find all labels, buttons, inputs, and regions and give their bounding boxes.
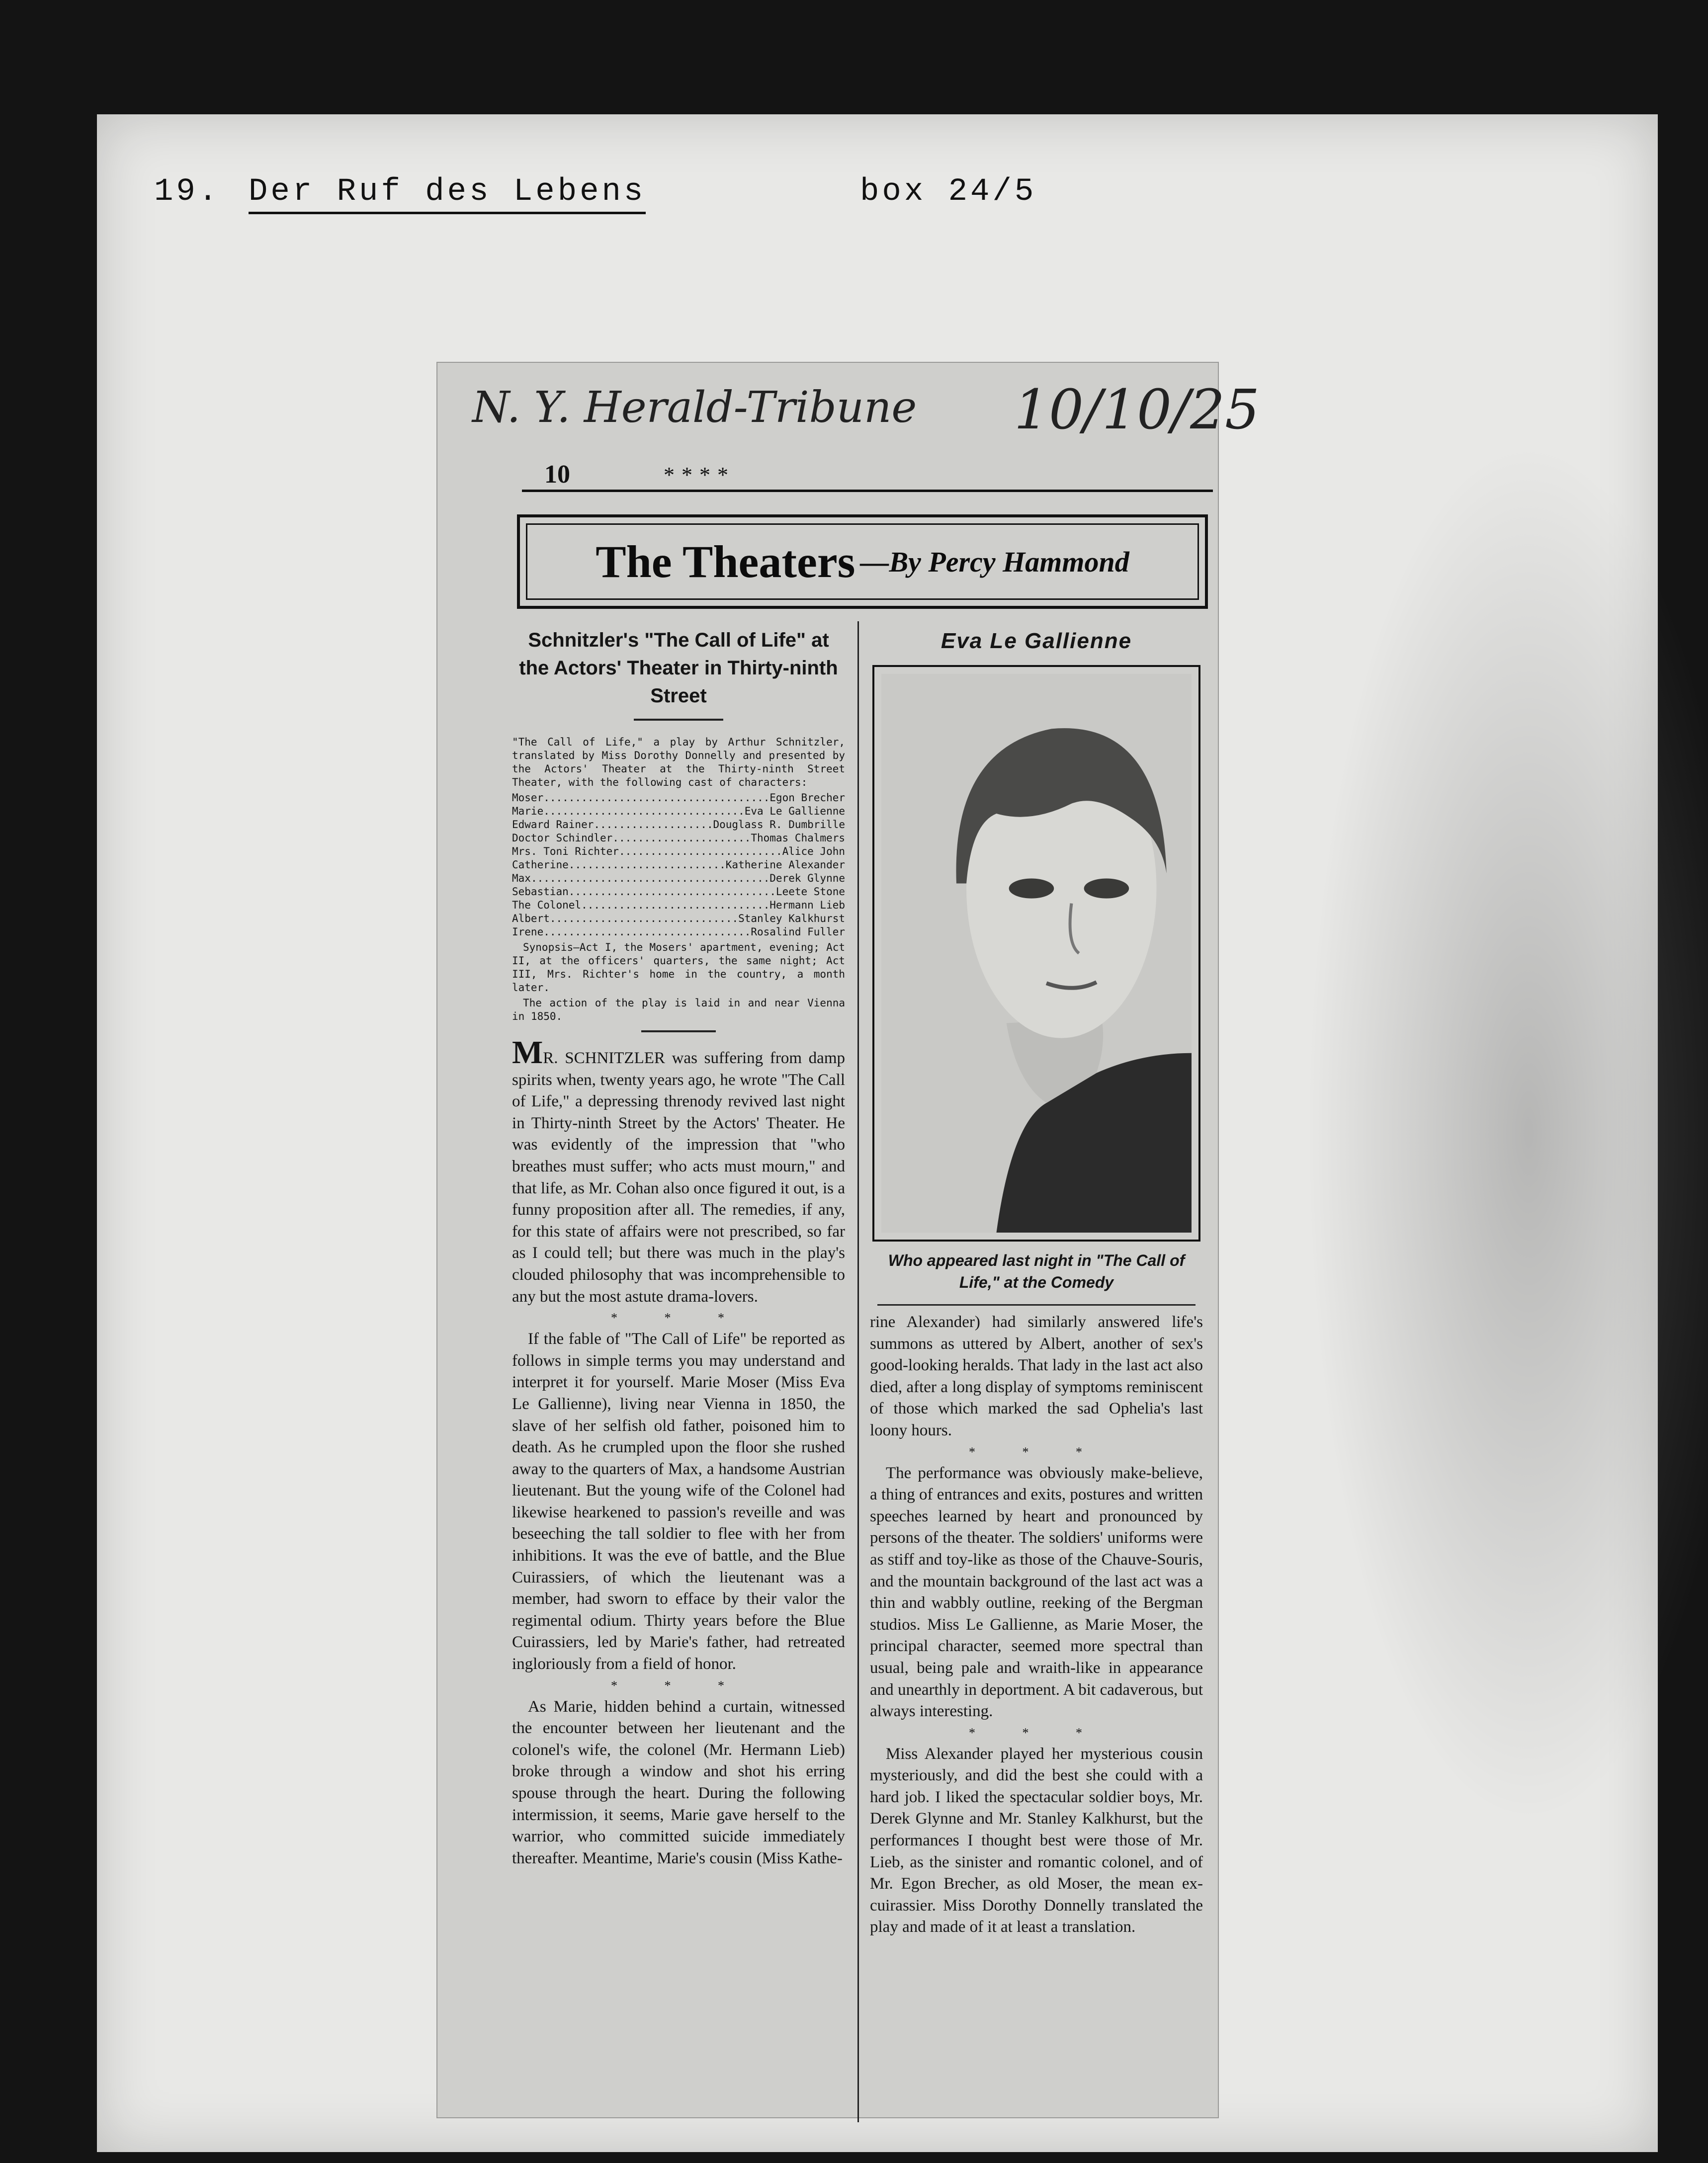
cast-role: Moser bbox=[512, 792, 544, 804]
cast-actor: Derek Glynne bbox=[769, 872, 845, 884]
photo-frame bbox=[872, 665, 1200, 1242]
headline: The Theaters bbox=[596, 536, 855, 587]
section-separator: * * * bbox=[969, 1725, 1104, 1740]
handwritten-source: N. Y. Herald-Tribune bbox=[472, 383, 917, 432]
cast-entry bbox=[512, 805, 845, 818]
cast-actor: Hermann Lieb bbox=[769, 899, 845, 911]
article-paragraph: If the fable of "The Call of Life" be reported as follows in simple terms you may understand and interpret it for yourself. Marie Moser (Miss Eva Le Gallienne), living near Vienna in 1850, the slave of her selfish old father, poisoned him to death. As he crumpled upon the floor she rushed away to the quarters of Max, a handsome Austrian lieutenant. But the young wife of the Colonel had likewise hearkened to passion's reveille and was beseeching the tall soldier to flee with her from inhibitions. It was the eve of battle, and the Blue Cuirassiers, of which the lieutenant was a member, had sworn to efface by their valor the regimental odium. Thirty years before the Blue Cuirassiers, led by Marie's father, had retreated ingloriously from a field of honor. bbox=[512, 1330, 845, 1673]
sheet-shadow bbox=[1305, 437, 1708, 1829]
cast-actor: Douglass R. Dumbrille bbox=[713, 819, 845, 831]
synopsis: Synopsis—Act I, the Mosers' apartment, evening; Act II, at the officers' quarters, the same night; Act III, Mrs. Richter's home in the country, a month later. bbox=[512, 941, 845, 994]
cast-entry bbox=[512, 872, 845, 885]
cast-actor: Rosalind Fuller bbox=[751, 926, 845, 938]
cast-role: Albert bbox=[512, 913, 550, 924]
cast-rule bbox=[641, 1030, 716, 1032]
article-subhead: Schnitzler's "The Call of Life" at the Actors' Theater in Thirty-ninth Street bbox=[519, 629, 838, 707]
handwritten-annotation bbox=[472, 378, 1260, 452]
headline-box bbox=[517, 514, 1208, 609]
caption-rule bbox=[877, 1304, 1196, 1306]
headline-box-inner bbox=[526, 523, 1199, 600]
newspaper-clipping bbox=[437, 363, 1260, 2117]
archive-number: 19. bbox=[154, 174, 221, 210]
cast-entry bbox=[512, 845, 845, 858]
cast-actor: Thomas Chalmers bbox=[751, 832, 845, 844]
cast-entry bbox=[512, 858, 845, 872]
cast-role: Doctor Schindler bbox=[512, 832, 613, 844]
cast-role: Mrs. Toni Richter bbox=[512, 845, 619, 857]
top-rule bbox=[522, 490, 1213, 492]
cast-entry bbox=[512, 899, 845, 912]
article-paragraph: Miss Alexander played her mysterious cousin mysteriously, and did the best she could with a hard job. I liked the spectacular soldier boys, Mr. Derek Glynne and Mr. Stanley Kalkhurst, but the performances I thought best were those of Mr. Lieb, as the sinister and romantic colonel, and of Mr. Egon Brecher, as old Moser, the mean ex-cuirassier. Miss Dorothy Donnelly translated the play and made of it at least a translation. bbox=[870, 1745, 1203, 1936]
cast-role: Max bbox=[512, 872, 531, 884]
section-separator: * * * bbox=[969, 1444, 1104, 1459]
cast-entry bbox=[512, 832, 845, 845]
article-paragraph: The performance was obviously make-believe, a thing of entrances and exits, postures and written speeches learned by heart and pronounced by persons of the theater. The soldiers' uniforms were as stiff and toy-like as those of the Chauve-Souris, and the mountain background of the last act was a thin and wabbly outline, reeking of the Bergman studios. Miss Le Gallienne, as Marie Moser, the principal character, seemed more spectral than usual, being pale and wraith-like in appearance and unearthly in deportment. A bit cadaverous, but always interesting. bbox=[870, 1464, 1203, 1721]
cast-entry bbox=[512, 912, 845, 925]
article-paragraph: rine Alexander) had similarly answered life's summons as uttered by Albert, another of sex's good-looking heralds. That lady in the last act also died, after a long display of symptoms reminiscent of those which marked the sad Ophelia's last loony hours. bbox=[870, 1313, 1203, 1439]
cast-role: Sebastian bbox=[512, 886, 569, 898]
cast-actor: Eva Le Gallienne bbox=[744, 805, 845, 817]
cast-actor: Leete Stone bbox=[775, 886, 845, 898]
portrait-photo bbox=[881, 674, 1192, 1233]
cast-actor: Egon Brecher bbox=[769, 792, 845, 804]
cast-role: Irene bbox=[512, 926, 544, 938]
edition-stars: **** bbox=[664, 463, 735, 487]
setting-note: The action of the play is laid in and near Vienna in 1850. bbox=[512, 997, 845, 1022]
cast-entry bbox=[512, 885, 845, 899]
cast-entry bbox=[512, 818, 845, 832]
cast-role: Catherine bbox=[512, 859, 569, 871]
paragraph-text: R. SCHNITZLER was suffering from damp spirits when, twenty years ago, he wrote "The Call of Life," a depressing threnody revived last night in Thirty-ninth Street by the Actors' Theater. He was evidently of the impression that "who breathes must suffer; who acts must mourn," and that life, as Mr. Cohan also once figured it out, is a funny proposition after all. The remedies, if any, for this state of affairs were not prescribed, so far as I could tell; but there was much in the play's clouded philosophy that was incomprehensible to any but the most astute drama-lovers. bbox=[512, 1049, 845, 1306]
cast-list bbox=[512, 791, 845, 939]
cast-actor: Katherine Alexander bbox=[725, 859, 845, 871]
portrait-illustration bbox=[881, 674, 1192, 1233]
cast-role: Edward Rainer bbox=[512, 819, 594, 831]
byline: —By Percy Hammond bbox=[860, 545, 1129, 578]
cast-actor: Alice John bbox=[782, 845, 845, 857]
handwritten-date: 10/10/25 bbox=[1014, 378, 1260, 441]
cast-role: Marie bbox=[512, 805, 544, 817]
section-separator: * * * bbox=[611, 1678, 746, 1693]
page-number: 10 bbox=[544, 460, 570, 489]
drop-cap: M bbox=[512, 1034, 543, 1071]
article-paragraph bbox=[512, 1034, 845, 1308]
archive-title: Der Ruf des Lebens bbox=[249, 174, 646, 214]
cast-entry bbox=[512, 925, 845, 939]
cast-role: The Colonel bbox=[512, 899, 582, 911]
cast-entry bbox=[512, 791, 845, 805]
cast-intro: "The Call of Life," a play by Arthur Schnitzler, translated by Miss Dorothy Donnelly and presented by the Actors' Theater at the Thirty-ninth Street Theater, with the following cast of characters: bbox=[512, 736, 845, 788]
archive-box-label: box 24/5 bbox=[860, 174, 1037, 210]
photo-caption: Who appeared last night in "The Call of Life," at the Comedy bbox=[888, 1251, 1185, 1291]
cast-actor: Stanley Kalkhurst bbox=[738, 913, 845, 924]
article-paragraph: As Marie, hidden behind a curtain, witnessed the encounter between her lieutenant and the colonel's wife, the colonel (Mr. Hermann Lieb) broke through a window and shot his erring spouse through the heart. During the following intermission, it seems, Marie gave herself to the warrior, who committed suicide immediately thereafter. Meantime, Marie's cousin (Miss Kathe- bbox=[512, 1697, 845, 1867]
right-column bbox=[870, 626, 1203, 1938]
photo-title: Eva Le Gallienne bbox=[940, 629, 1132, 653]
section-separator: * * * bbox=[611, 1311, 746, 1326]
left-column bbox=[512, 626, 845, 1869]
column-divider bbox=[857, 621, 859, 2122]
subhead-rule bbox=[634, 719, 723, 721]
